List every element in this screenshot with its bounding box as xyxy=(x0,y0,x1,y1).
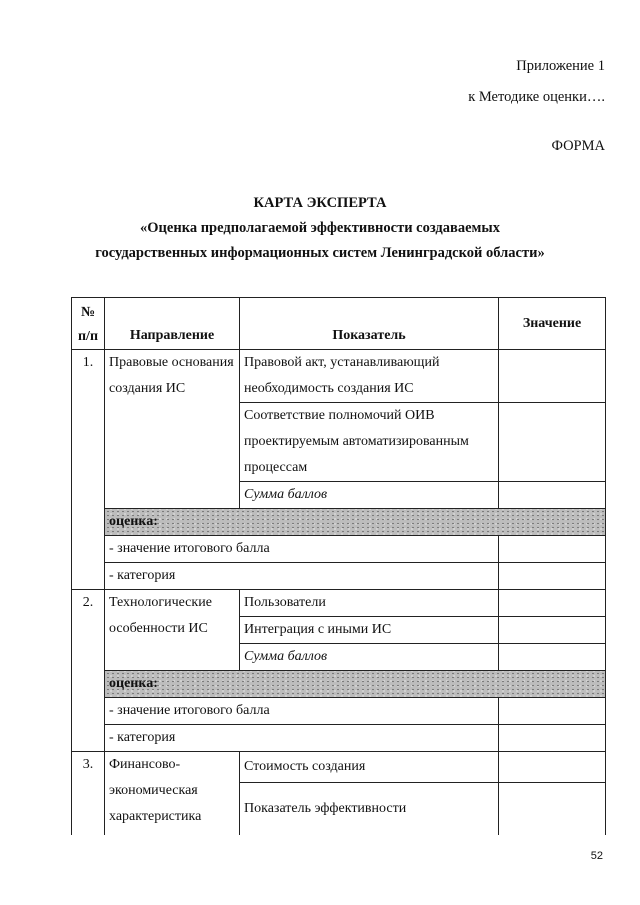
value-cell[interactable] xyxy=(499,350,606,403)
title-line-3: государственных информационных систем Ленинградской области» xyxy=(95,245,545,261)
expert-card-table xyxy=(71,297,606,835)
indicator-cell: Соответствие полномочий ОИВ проектируемым автоматизированным процессам xyxy=(240,403,499,482)
sum-label: Сумма баллов xyxy=(240,644,499,671)
indicator-cell: Интеграция с иными ИС xyxy=(240,617,499,644)
table-row xyxy=(72,536,606,563)
indicator-cell: Стоимость создания xyxy=(240,752,499,783)
header-number-line-1: № xyxy=(80,305,96,320)
appendix-label: Приложение 1 xyxy=(516,58,605,74)
indicator-cell: Пользователи xyxy=(240,590,499,617)
table-row xyxy=(72,752,606,783)
assessment-label: оценка: xyxy=(105,671,606,698)
assessment-row xyxy=(72,671,606,698)
category-label: - категория xyxy=(105,563,499,590)
section-number: 1. xyxy=(72,350,105,590)
total-score-label: - значение итогового балла xyxy=(105,536,499,563)
section-direction: Технологические особенности ИС xyxy=(105,590,240,671)
table-row xyxy=(72,590,606,617)
assessment-row xyxy=(72,509,606,536)
title-line-2: «Оценка предполагаемой эффективности создаваемых xyxy=(140,220,500,236)
value-cell[interactable] xyxy=(499,698,606,725)
table-row xyxy=(72,350,606,403)
value-cell[interactable] xyxy=(499,617,606,644)
value-cell[interactable] xyxy=(499,644,606,671)
header-number-line-2: п/п xyxy=(77,329,99,344)
value-cell[interactable] xyxy=(499,590,606,617)
value-cell[interactable] xyxy=(499,783,606,836)
category-label: - категория xyxy=(105,725,499,752)
sum-label: Сумма баллов xyxy=(240,482,499,509)
value-cell[interactable] xyxy=(499,482,606,509)
assessment-label: оценка: xyxy=(105,509,606,536)
section-direction: Правовые основания создания ИС xyxy=(105,350,240,509)
table-row xyxy=(72,698,606,725)
total-score-label: - значение итогового балла xyxy=(105,698,499,725)
section-number: 2. xyxy=(72,590,105,752)
table-row xyxy=(72,563,606,590)
header-direction: Направление xyxy=(105,298,240,350)
header-number xyxy=(72,298,105,350)
value-cell[interactable] xyxy=(499,752,606,783)
value-cell[interactable] xyxy=(499,536,606,563)
header-value: Значение xyxy=(499,298,606,350)
value-cell[interactable] xyxy=(499,563,606,590)
indicator-cell: Правовой акт, устанавливающий необходимость создания ИС xyxy=(240,350,499,403)
section-direction: Финансово-экономическая характеристика xyxy=(105,752,240,836)
page-number: 52 xyxy=(590,850,603,862)
title-line-1: КАРТА ЭКСПЕРТА xyxy=(253,195,387,211)
indicator-cell: Показатель эффективности xyxy=(240,783,499,836)
methodology-label: к Методике оценки…. xyxy=(468,89,605,105)
table-row xyxy=(72,725,606,752)
section-number: 3. xyxy=(72,752,105,836)
value-cell[interactable] xyxy=(499,403,606,482)
header-indicator: Показатель xyxy=(240,298,499,350)
form-label: ФОРМА xyxy=(551,138,605,154)
table-header-row xyxy=(72,298,606,350)
value-cell[interactable] xyxy=(499,725,606,752)
